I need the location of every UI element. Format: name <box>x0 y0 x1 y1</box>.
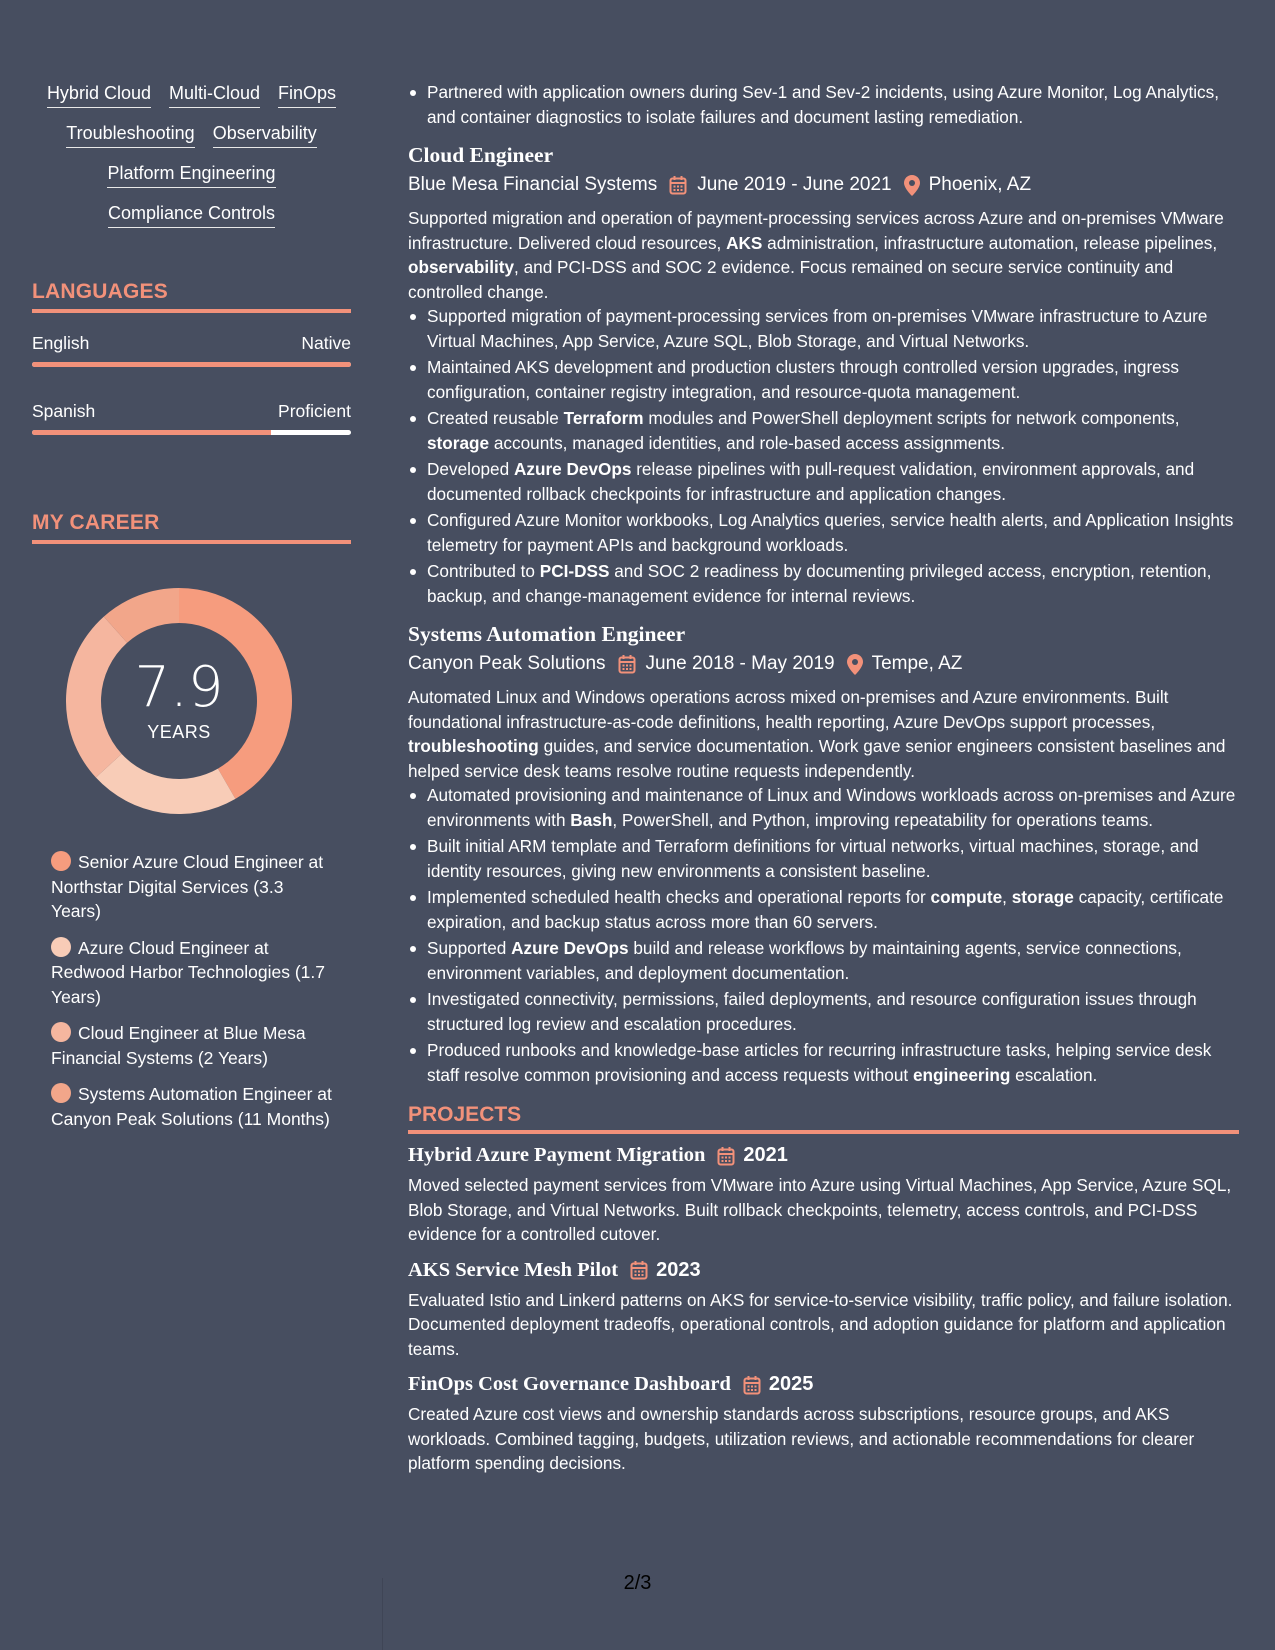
language-bar <box>32 430 351 435</box>
project-header <box>408 1373 1239 1396</box>
career-legend-label: Cloud Engineer at Blue Mesa Financial Systems (2 Years) <box>51 1023 306 1068</box>
project-entry <box>408 1259 1239 1362</box>
job-title: Systems Automation Engineer <box>408 622 686 646</box>
project-header <box>408 1144 1239 1167</box>
projects-heading: PROJECTS <box>408 1103 1239 1134</box>
skills-list <box>32 82 351 228</box>
skill-tag: Hybrid Cloud <box>47 82 151 108</box>
languages-section <box>32 280 351 435</box>
calendar-icon <box>717 1146 735 1166</box>
project-header <box>408 1259 1239 1282</box>
map-pin-icon <box>847 654 863 675</box>
bullet-item: Developed Azure DevOps release pipelines with pull-request validation, environment approvals, and documented rollback checkpoints for infrastructure and application changes. <box>408 457 1239 506</box>
job-bullets <box>408 304 1239 608</box>
career-donut-chart <box>66 588 292 814</box>
job-location: Phoenix, AZ <box>928 174 1032 195</box>
page-number: 2/3 <box>623 1572 652 1594</box>
skill-tag: Observability <box>213 122 317 148</box>
bullet-item: Supported migration of payment-processing services from on-premises VMware infrastructure to Azure Virtual Machines, App Service, Azure SQL, Blob Storage, and Virtual Networks. <box>408 304 1239 353</box>
bullet-item: Configured Azure Monitor workbooks, Log Analytics queries, service health alerts, and Application Insights telemetry for payment APIs and background workloads. <box>408 508 1239 557</box>
project-description: Evaluated Istio and Linkerd patterns on AKS for service-to-service visibility, traffic policy, and failure isolation. Documented deployment tradeoffs, operational controls, and adoption guidance for platform and application teams. <box>408 1289 1233 1359</box>
previous-job-bullets <box>408 80 1239 129</box>
donut-center <box>66 588 292 814</box>
legend-dot <box>51 937 71 957</box>
bullet-item: Produced runbooks and knowledge-base articles for recurring infrastructure tasks, helping service desk staff resolve common provisioning and access requests without engineering escalation. <box>408 1038 1239 1087</box>
calendar-icon <box>669 175 687 195</box>
experience-list <box>408 143 1239 1087</box>
skill-tag: Platform Engineering <box>107 162 275 188</box>
career-legend <box>51 850 336 1131</box>
job-meta <box>408 653 1239 675</box>
project-name: Hybrid Azure Payment Migration <box>408 1144 706 1166</box>
project-name: AKS Service Mesh Pilot <box>408 1258 619 1281</box>
project-name: FinOps Cost Governance Dashboard <box>408 1373 731 1395</box>
bullet-item: Investigated connectivity, permissions, failed deployments, and resource configuration issues through structured log review and escalation procedures. <box>408 987 1239 1036</box>
languages-heading: LANGUAGES <box>32 280 351 313</box>
legend-dot <box>51 1022 71 1042</box>
skill-tag: FinOps <box>278 82 336 108</box>
bullet-item: Created reusable Terraform modules and PowerShell deployment scripts for network components, storage accounts, managed identities, and role-based access assignments. <box>408 406 1239 455</box>
language-name: English <box>32 333 90 353</box>
language-bar-fill <box>32 362 351 367</box>
language-row <box>32 401 351 422</box>
skill-tag: Troubleshooting <box>66 122 194 148</box>
bullet-item: Built initial ARM template and Terraform definitions for virtual networks, virtual machines, storage, and identity resources, giving new environments a consistent baseline. <box>408 834 1239 883</box>
legend-dot <box>51 1083 71 1103</box>
job-entry <box>408 622 1239 1087</box>
sidebar <box>32 82 351 1143</box>
calendar-icon <box>630 1260 648 1280</box>
job-dates: June 2018 - May 2019 <box>645 653 835 674</box>
career-legend-label: Senior Azure Cloud Engineer at Northstar Digital Services (3.3 Years) <box>51 852 324 921</box>
job-bullets <box>408 783 1239 1087</box>
bullet-item: Automated provisioning and maintenance of Linux and Windows workloads across on-premises and Azure environments with Bash, PowerShell, and Python, improving repeatability for operations teams. <box>408 783 1239 832</box>
project-entry <box>408 1373 1239 1476</box>
bullet-item: Maintained AKS development and production clusters through controlled version upgrades, ingress configuration, container registry integration, and resource-quota management. <box>408 355 1239 404</box>
project-description: Moved selected payment services from VMware into Azure using Virtual Machines, App Service, Azure SQL, Blob Storage, and Virtual Networks. Built rollback checkpoints, telemetry, access controls, and PCI-DSS evidence for a controlled cutover. <box>408 1175 1232 1244</box>
total-years-unit: YEARS <box>147 722 211 742</box>
calendar-icon <box>618 654 636 674</box>
bullet-item: Implemented scheduled health checks and operational reports for compute, storage capacity, certificate expiration, and backup status across more than 60 servers. <box>408 885 1239 934</box>
language-row <box>32 333 351 354</box>
main-content <box>408 80 1239 1476</box>
legend-dot <box>51 851 71 871</box>
bullet-item: Partnered with application owners during Sev-1 and Sev-2 incidents, using Azure Monitor, Log Analytics, and container diagnostics to isolate failures and document lasting remediation. <box>408 80 1239 129</box>
skill-tag: Compliance Controls <box>108 202 275 228</box>
career-legend-label: Systems Automation Engineer at Canyon Peak Solutions (11 Months) <box>51 1084 332 1129</box>
job-dates: June 2019 - June 2021 <box>697 174 892 195</box>
job-entry <box>408 143 1239 608</box>
project-year: 2021 <box>743 1144 788 1166</box>
language-bar-fill <box>32 430 271 435</box>
language-bar <box>32 362 351 367</box>
project-year: 2025 <box>768 1373 814 1395</box>
projects-list <box>408 1144 1239 1476</box>
total-years-value: 7.9 <box>134 655 224 720</box>
calendar-icon <box>743 1375 761 1395</box>
project-year: 2023 <box>656 1258 701 1281</box>
career-heading: MY CAREER <box>32 511 351 544</box>
job-summary: Supported migration and operation of payment-processing services across Azure and on-premises VMware infrastructure. Delivered cloud resources, AKS administration, infrastructure automation, release pipelines, observability, and PCI-DSS and SOC 2 evidence. Focus remained on secure service continuity and controlled change. <box>408 208 1224 302</box>
career-section <box>32 511 351 1131</box>
bullet-item: Supported Azure DevOps build and release workflows by maintaining agents, service connections, environment variables, and deployment documentation. <box>408 936 1239 985</box>
skill-tag: Multi-Cloud <box>169 82 260 108</box>
bullet-item: Contributed to PCI-DSS and SOC 2 readiness by documenting privileged access, encryption, retention, backup, and change-management evidence for internal reviews. <box>408 559 1239 608</box>
company-name: Canyon Peak Solutions <box>408 653 606 674</box>
career-legend-item <box>51 1021 336 1070</box>
language-name: Spanish <box>32 401 96 421</box>
job-location: Tempe, AZ <box>871 653 963 674</box>
map-pin-icon <box>904 175 920 196</box>
career-legend-item <box>51 1082 336 1131</box>
project-description: Created Azure cost views and ownership standards across subscriptions, resource groups, and AKS workloads. Combined tagging, budgets, utilization reviews, and actionable recommendations for clearer platform spending decisions. <box>408 1404 1195 1473</box>
project-entry <box>408 1144 1239 1247</box>
language-level: Proficient <box>278 401 351 421</box>
career-legend-item <box>51 936 336 1010</box>
job-title: Cloud Engineer <box>408 143 554 167</box>
company-name: Blue Mesa Financial Systems <box>408 174 658 195</box>
job-meta <box>408 174 1239 196</box>
career-legend-item <box>51 850 336 924</box>
job-summary: Automated Linux and Windows operations across mixed on-premises and Azure environments. Built foundational infrastructure-as-code definitions, health reporting, Azure DevOps support processes, troubleshooting guides, and service documentation. Work gave senior engineers consistent baselines and helped service desk teams resolve routine requests independently. <box>408 687 1226 781</box>
career-legend-label: Azure Cloud Engineer at Redwood Harbor Technologies (1.7 Years) <box>51 937 326 1007</box>
language-level: Native <box>301 333 351 353</box>
